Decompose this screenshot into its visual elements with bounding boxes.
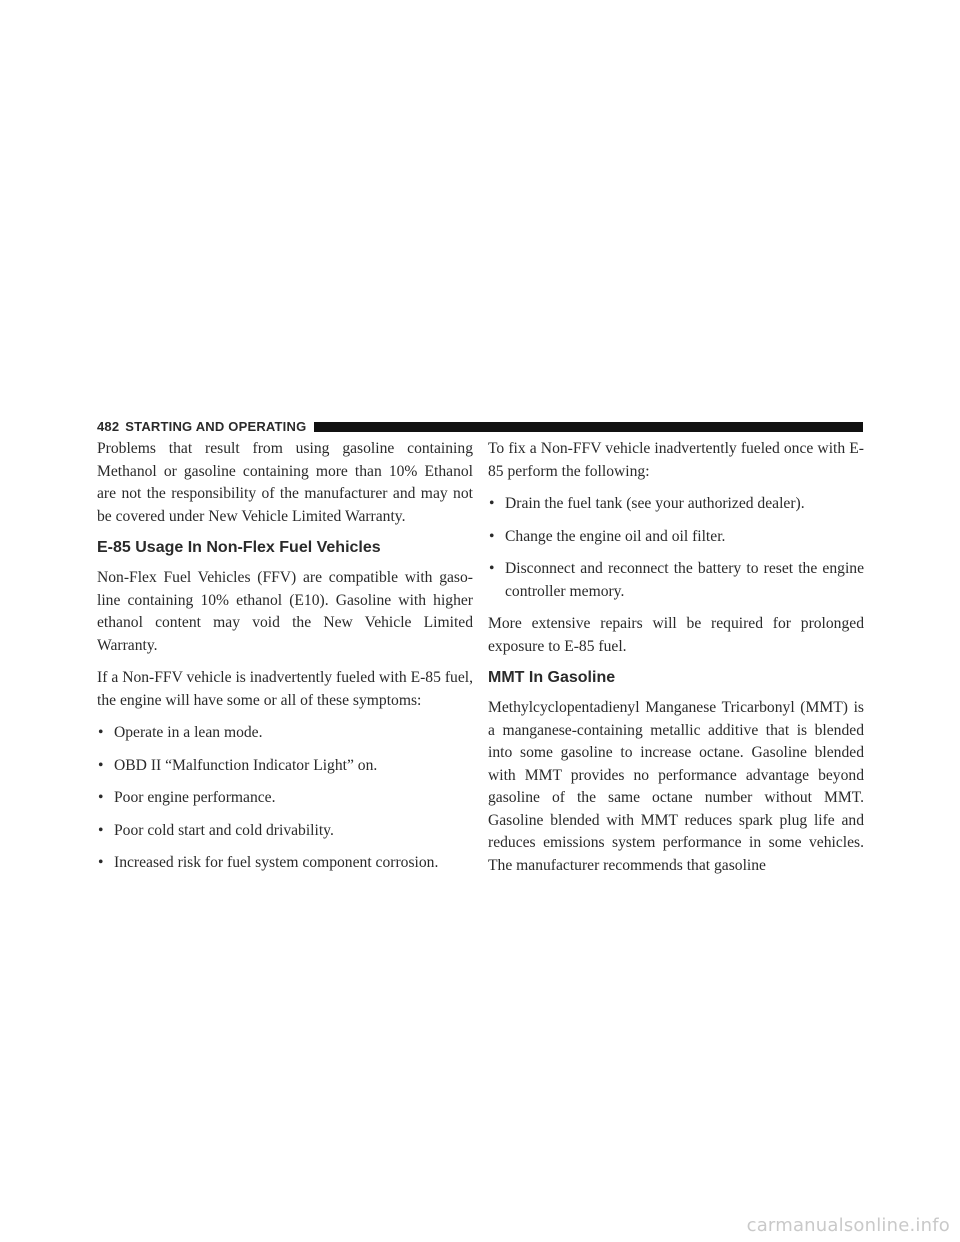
bullet-icon: • (489, 560, 495, 577)
list-item-text: Operate in a lean mode. (114, 724, 263, 741)
header-rule (314, 422, 863, 432)
fix-steps-list (488, 493, 864, 603)
list-item (97, 755, 473, 778)
e85-symptoms-intro: If a Non-FFV vehicle is inadvertently fueled with E-85 fuel, the engine will have some or all of these symptoms: (97, 669, 473, 709)
ffv-compatibility-paragraph: Non-Flex Fuel Vehicles (FFV) are compatible with gaso-line containing 10% ethanol (E10). Gasoline with higher ethanol content may void the New Vehicle Limited Warranty. (97, 569, 473, 654)
bullet-icon: • (98, 821, 104, 839)
intro-paragraph: Problems that result from using gasoline containing Methanol or gasoline containing more than 10% Ethanol are not the responsibility of the manufacturer and may not be covered under New Vehicle Limited Warranty. (97, 440, 473, 525)
list-item-text: Drain the fuel tank (see your authorized dealer). (505, 495, 805, 512)
right-column (488, 438, 864, 887)
symptoms-list (97, 722, 473, 875)
list-item (97, 852, 473, 875)
list-item-text: Change the engine oil and oil filter. (505, 527, 726, 545)
list-item (97, 787, 473, 810)
list-item (488, 526, 864, 549)
list-item (97, 722, 473, 745)
list-item (488, 558, 864, 603)
list-item-text: Increased risk for fuel system component corrosion. (114, 854, 439, 871)
watermark: carmanualsonline.info (746, 1215, 950, 1236)
list-item-text: OBD II “Malfunction Indicator Light” on. (114, 756, 378, 774)
bullet-icon: • (489, 495, 495, 512)
section-heading-mmt: MMT In Gasoline (488, 669, 616, 686)
bullet-icon: • (489, 527, 495, 545)
page-header (97, 418, 863, 434)
list-item-text: Disconnect and reconnect the battery to reset the engine controller memory. (505, 560, 864, 600)
section-heading-e85: E-85 Usage In Non-Flex Fuel Vehicles (97, 539, 381, 556)
bullet-icon: • (98, 789, 104, 806)
mmt-paragraph: Methylcyclopentadienyl Manganese Tricarbonyl (MMT) is a manganese-containing metallic additive that is blended into some gasoline to increase octane. Gasoline blended with MMT provides no performance advantage beyond gasoline of the same octane number without MMT. Gasoline blended with MMT reduces spark plug life and reduces emissions system performance in some vehicles. The manufacturer recommends that gasoline (488, 699, 864, 874)
prolonged-exposure-paragraph: More extensive repairs will be required for prolonged exposure to E-85 fuel. (488, 615, 864, 655)
list-item-text: Poor cold start and cold drivability. (114, 821, 334, 839)
bullet-icon: • (98, 854, 104, 871)
bullet-icon: • (98, 756, 104, 774)
left-column (97, 438, 473, 885)
list-item-text: Poor engine performance. (114, 789, 276, 806)
bullet-icon: • (98, 724, 104, 741)
list-item (488, 493, 864, 516)
fix-intro-paragraph: To fix a Non-FFV vehicle inadvertently fueled once with E-85 perform the following: (488, 440, 864, 480)
section-title: STARTING AND OPERATING (125, 418, 307, 434)
list-item (97, 820, 473, 843)
page-number: 482 (97, 418, 120, 434)
